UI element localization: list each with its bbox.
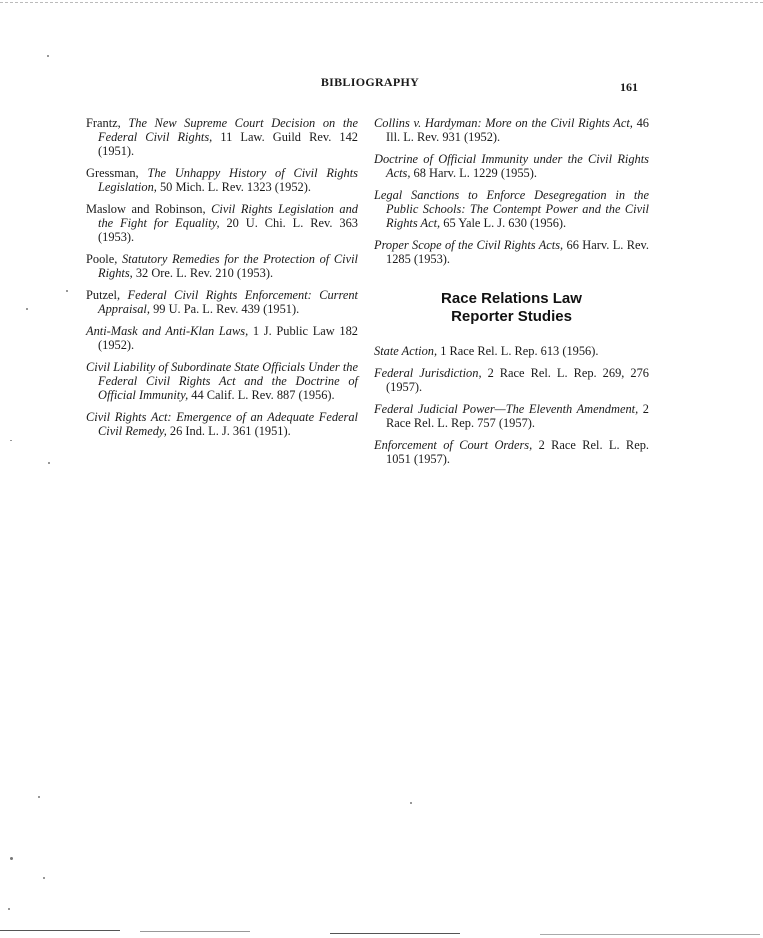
scan-speck xyxy=(47,55,49,57)
bibliography-entry: Federal Judicial Power—The Eleventh Amendment, 2 Race Rel. L. Rep. 757 (1957). xyxy=(374,402,649,430)
bibliography-entry: Federal Jurisdiction, 2 Race Rel. L. Rep. 269, 276 (1957). xyxy=(374,366,649,394)
right-column xyxy=(374,116,649,474)
bottom-scan-line xyxy=(0,930,120,931)
bottom-scan-line xyxy=(540,934,760,935)
bibliography-entry: Maslow and Robinson, Civil Rights Legislation and the Fight for Equality, 20 U. Chi. L. Rev. 363 (1953). xyxy=(86,202,358,244)
bibliography-entry: Frantz, The New Supreme Court Decision on the Federal Civil Rights, 11 Law. Guild Rev. 142 (1951). xyxy=(86,116,358,158)
scan-speck xyxy=(26,308,28,310)
scan-speck xyxy=(10,440,12,441)
bibliography-entry: Poole, Statutory Remedies for the Protection of Civil Rights, 32 Ore. L. Rev. 210 (1953). xyxy=(86,252,358,280)
bottom-scan-line xyxy=(330,933,460,934)
section-heading xyxy=(374,290,649,326)
section-heading-line: Reporter Studies xyxy=(451,308,572,325)
running-title: BIBLIOGRAPHY xyxy=(320,75,420,89)
bibliography-entry: Legal Sanctions to Enforce Desegregation in the Public Schools: The Contempt Power and the Civil Rights Act, 65 Yale L. J. 630 (1956). xyxy=(374,188,649,230)
top-edge-dashes xyxy=(0,2,763,3)
scan-speck xyxy=(38,796,40,798)
scan-speck xyxy=(410,802,412,804)
bottom-scan-line xyxy=(140,931,250,932)
bibliography-entry: Civil Rights Act: Emergence of an Adequate Federal Civil Remedy, 26 Ind. L. J. 361 (1951). xyxy=(86,410,358,438)
scan-speck xyxy=(48,462,50,464)
bibliography-entry: Gressman, The Unhappy History of Civil Rights Legislation, 50 Mich. L. Rev. 1323 (1952). xyxy=(86,166,358,194)
scan-speck xyxy=(8,908,10,910)
left-column xyxy=(86,116,358,446)
scan-speck xyxy=(66,290,68,292)
bibliography-entry: Anti-Mask and Anti-Klan Laws, 1 J. Public Law 182 (1952). xyxy=(86,324,358,352)
bibliography-entry: Doctrine of Official Immunity under the Civil Rights Acts, 68 Harv. L. 1229 (1955). xyxy=(374,152,649,180)
bibliography-entry: Collins v. Hardyman: More on the Civil Rights Act, 46 Ill. L. Rev. 931 (1952). xyxy=(374,116,649,144)
bibliography-entry: Enforcement of Court Orders, 2 Race Rel. L. Rep. 1051 (1957). xyxy=(374,438,649,466)
section-heading-line: Race Relations Law xyxy=(441,290,582,307)
bibliography-entry: Civil Liability of Subordinate State Officials Under the Federal Civil Rights Act and the Doctrine of Official Immunity, 44 Calif. L. Rev. 887 (1956). xyxy=(86,360,358,402)
page-number: 161 xyxy=(620,80,638,94)
bibliography-entry: Proper Scope of the Civil Rights Acts, 66 Harv. L. Rev. 1285 (1953). xyxy=(374,238,649,266)
scan-speck xyxy=(10,857,13,860)
bibliography-entry: Putzel, Federal Civil Rights Enforcement: Current Appraisal, 99 U. Pa. L. Rev. 439 (1951). xyxy=(86,288,358,316)
scan-speck xyxy=(43,877,45,879)
bibliography-entry: State Action, 1 Race Rel. L. Rep. 613 (1956). xyxy=(374,344,599,358)
